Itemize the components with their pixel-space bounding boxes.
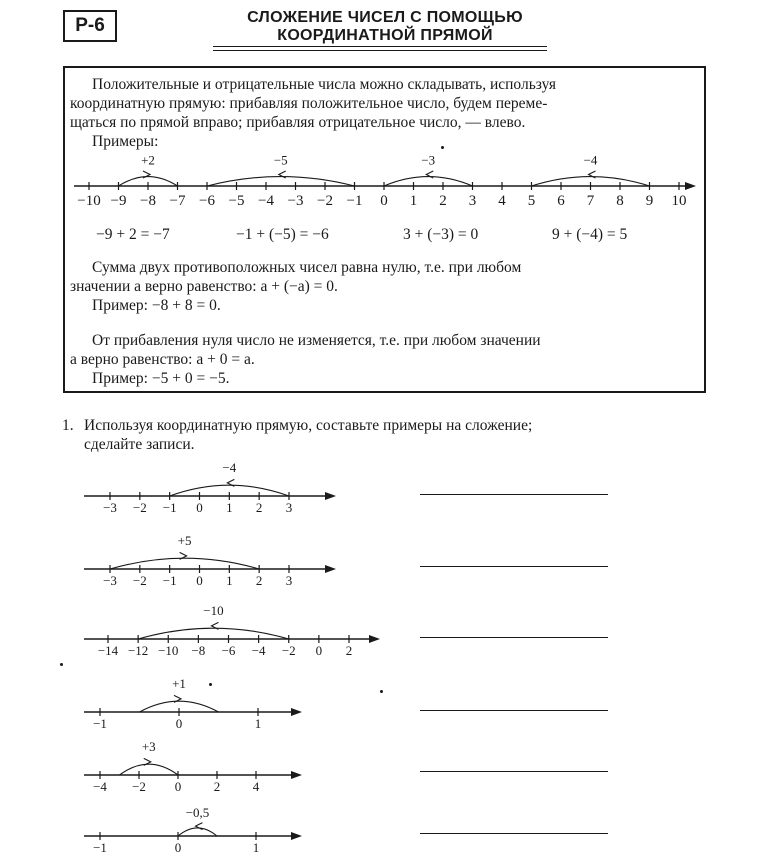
tick-label: 3 (285, 573, 293, 588)
axis-arrowhead (291, 832, 302, 840)
tick-label: −1 (346, 193, 363, 209)
jump-arc (178, 828, 217, 836)
tick-label: −2 (132, 500, 147, 515)
tick-label: 0 (196, 573, 203, 588)
jump-label: −0,5 (185, 805, 210, 820)
example-equation: −1 + (−5) = −6 (236, 226, 329, 243)
jump-arc (138, 628, 289, 639)
tick-label: −8 (140, 193, 156, 209)
tick-label: 8 (616, 193, 624, 209)
scan-speck (60, 663, 63, 666)
axis-arrowhead (325, 492, 336, 500)
tick-label: −2 (132, 573, 147, 588)
page-title-line-2: КООРДИНАТНОЙ ПРЯМОЙ (277, 27, 493, 44)
tick-label: −4 (251, 643, 266, 658)
tick-label: 1 (226, 573, 233, 588)
example-equation: −9 + 2 = −7 (96, 226, 170, 243)
zero-rule-line: От прибавления нуля число не изменяется, т.е. при любом значении (92, 332, 541, 349)
tick-label: −3 (103, 500, 117, 515)
scan-speck (209, 683, 212, 686)
jump-label: −5 (273, 152, 288, 168)
answer-line[interactable] (420, 494, 608, 495)
tick-label: 0 (174, 779, 182, 794)
tick-label: −2 (132, 779, 146, 794)
tick-label: 10 (671, 193, 687, 209)
tick-label: 0 (380, 193, 388, 209)
example-equation: 3 + (−3) = 0 (403, 226, 479, 243)
tick-label: 7 (586, 193, 595, 209)
tick-label: −1 (162, 500, 177, 515)
tick-label: 5 (527, 193, 536, 209)
tick-label: 0 (315, 643, 323, 658)
tick-label: −10 (77, 193, 101, 209)
jump-label: +2 (141, 152, 155, 168)
scan-speck (380, 690, 383, 693)
jump-label: −3 (421, 152, 436, 168)
answer-line[interactable] (420, 710, 608, 711)
axis-arrowhead (291, 708, 302, 716)
tick-label: 2 (255, 500, 263, 515)
tick-label: 0 (175, 716, 183, 731)
tick-label: 2 (439, 193, 447, 209)
tick-label: −1 (162, 573, 177, 588)
tick-label: −1 (93, 840, 107, 855)
answer-line[interactable] (420, 566, 608, 567)
tick-label: −4 (258, 193, 274, 209)
task-text: Используя координатную прямую, составьте примеры на сложение; (84, 417, 533, 434)
axis-arrowhead (291, 771, 302, 779)
zero-example: Пример: −5 + 0 = −5. (92, 370, 230, 387)
tick-label: −5 (228, 193, 245, 209)
tick-label: 0 (196, 500, 203, 515)
tick-label: −12 (127, 643, 149, 658)
jump-label: −4 (583, 152, 598, 168)
tick-label: 1 (226, 500, 233, 515)
tick-label: −4 (93, 779, 107, 794)
answer-line[interactable] (420, 771, 608, 772)
example-equation: 9 + (−4) = 5 (552, 226, 628, 243)
rule-intro-line: щаться по прямой вправо; прибавляя отрицательное число, — влево. (70, 114, 526, 131)
jump-label: −10 (203, 603, 224, 618)
page-title-line-1: СЛОЖЕНИЕ ЧИСЕЛ С ПОМОЩЬЮ (247, 9, 523, 26)
tick-label: 3 (285, 500, 293, 515)
tick-label: 4 (252, 779, 260, 794)
rule-intro-line: Положительные и отрицательные числа можно складывать, используя (92, 76, 557, 93)
tick-label: −9 (110, 193, 127, 209)
tick-label: 1 (252, 840, 260, 855)
tick-label: 6 (557, 193, 565, 209)
jump-label: +5 (177, 533, 192, 548)
task-text: сделайте записи. (84, 436, 195, 453)
worksheet-code: Р-6 (63, 10, 117, 42)
jump-arc (120, 764, 179, 775)
opposites-example: Пример: −8 + 8 = 0. (92, 297, 221, 314)
tick-label: −3 (287, 193, 304, 209)
tick-label: −7 (169, 193, 186, 209)
tick-label: −6 (199, 193, 215, 209)
tick-label: −2 (281, 643, 296, 658)
tick-label: −6 (221, 643, 236, 658)
zero-rule-line: a верно равенство: a + 0 = a. (70, 351, 255, 368)
tick-label: 3 (468, 193, 477, 209)
tick-label: 2 (213, 779, 221, 794)
tick-label: −1 (93, 716, 107, 731)
tick-label: −3 (103, 573, 117, 588)
examples-label: Примеры: (92, 133, 159, 150)
tick-label: −14 (97, 643, 119, 658)
tick-label: 2 (255, 573, 263, 588)
tick-label: 1 (409, 193, 418, 209)
axis-arrowhead (325, 565, 336, 573)
tick-label: 9 (645, 193, 654, 209)
tick-label: 1 (254, 716, 262, 731)
tick-label: −10 (158, 643, 179, 658)
axis-arrowhead (369, 635, 380, 643)
jump-arc (110, 558, 259, 569)
jump-label: +3 (141, 739, 156, 754)
tick-label: −2 (317, 193, 333, 209)
rule-intro-line: координатную прямую: прибавляя положительное число, будем переме- (70, 95, 548, 112)
tick-label: 4 (498, 193, 506, 209)
opposites-rule-line: значении a верно равенство: a + (−a) = 0. (70, 278, 338, 295)
answer-line[interactable] (420, 637, 608, 638)
scan-speck (441, 146, 444, 149)
jump-label: −4 (222, 460, 237, 475)
tick-label: 2 (345, 643, 353, 658)
tick-label: −8 (191, 643, 206, 658)
answer-line[interactable] (420, 833, 608, 834)
task-number: 1. (62, 417, 74, 434)
opposites-rule-line: Сумма двух противоположных чисел равна нулю, т.е. при любом (92, 259, 522, 276)
jump-label: +1 (172, 676, 186, 691)
tick-label: 0 (174, 840, 182, 855)
jump-arrowhead (196, 823, 203, 830)
